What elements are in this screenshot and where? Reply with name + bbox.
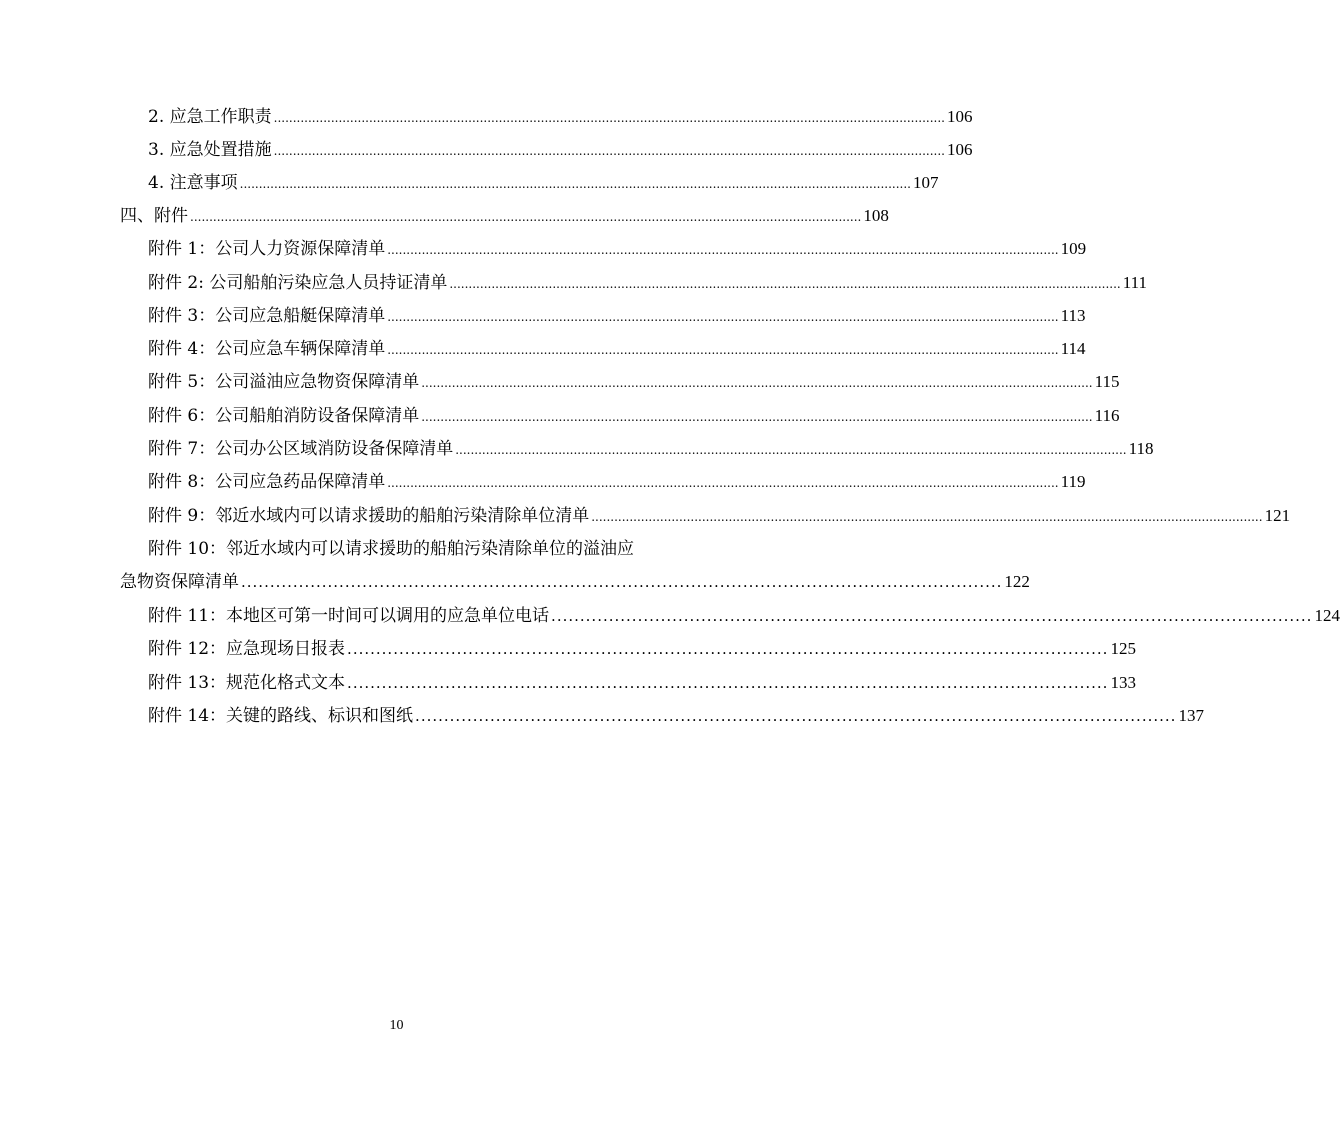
toc-leader-dots: .................................................................................................................................... xyxy=(241,573,1003,591)
toc-entry-label: 4. 注意事项 xyxy=(148,173,238,193)
toc-leader-dots: ................................................................................................................................................................................ xyxy=(421,410,1093,424)
toc-leader-dots: ................................................................................................................................................................................ xyxy=(449,277,1121,291)
toc-entry-label: 附件 6：公司船舶消防设备保障清单 xyxy=(148,406,420,426)
toc-leader-dots: .................................................................................................................................... xyxy=(415,707,1177,725)
toc-entry[interactable] xyxy=(148,367,1120,397)
toc-entry-label: 附件 13：规范化格式文本 xyxy=(148,673,346,693)
toc-entry[interactable] xyxy=(148,168,939,198)
toc-entry-page: 118 xyxy=(1128,439,1154,458)
toc-entry-label: 附件 8：公司应急药品保障清单 xyxy=(148,472,386,492)
toc-entry[interactable] xyxy=(148,268,1147,298)
toc-leader-dots: .................................................................................................................................... xyxy=(347,674,1109,692)
toc-entry[interactable] xyxy=(148,234,1087,264)
toc-leader-dots: ................................................................................................................................................................................ xyxy=(591,510,1263,524)
toc-entry-page: 122 xyxy=(1004,572,1030,591)
toc-entry-label: 附件 1：公司人力资源保障清单 xyxy=(148,239,386,259)
toc-leader-dots: ................................................................................................................................................................................ xyxy=(387,310,1059,324)
toc-entry[interactable] xyxy=(148,334,1086,364)
toc-leader-dots: ................................................................................................................................................................................ xyxy=(190,210,862,224)
toc-entry[interactable] xyxy=(148,401,1120,431)
toc-entry-page: 121 xyxy=(1264,506,1291,525)
toc-entry-label: 附件 11：本地区可第一时间可以调用的应急单位电话 xyxy=(148,606,550,626)
toc-entry-label: 附件 4：公司应急车辆保障清单 xyxy=(148,339,386,359)
toc-leader-dots: .................................................................................................................................... xyxy=(551,607,1313,625)
toc-entry-page: 107 xyxy=(912,173,939,192)
toc-entry[interactable] xyxy=(148,102,973,132)
toc-entry-label: 附件 5：公司溢油应急物资保障清单 xyxy=(148,372,420,392)
toc-leader-dots: .................................................................................................................................... xyxy=(347,640,1109,658)
toc-entry-page: 116 xyxy=(1094,406,1120,425)
toc-leader-dots: ................................................................................................................................................................................ xyxy=(387,243,1059,257)
toc-entry-label: 附件 3：公司应急船艇保障清单 xyxy=(148,306,386,326)
toc-entry[interactable] xyxy=(148,434,1154,464)
toc-leader-dots: ................................................................................................................................................................................ xyxy=(239,177,911,191)
toc-leader-dots: ................................................................................................................................................................................ xyxy=(421,376,1093,390)
toc-entry[interactable] xyxy=(148,601,1340,631)
toc-entry-label: 附件 10：邻近水域内可以请求援助的船舶污染清除单位的溢油应 xyxy=(148,539,635,559)
toc-entry-page: 109 xyxy=(1060,239,1087,258)
toc-leader-dots: ................................................................................................................................................................................ xyxy=(387,476,1059,490)
toc-entry-continuation[interactable] xyxy=(120,567,1030,597)
toc-entry-page: 108 xyxy=(863,206,889,225)
toc-entry[interactable] xyxy=(148,135,973,165)
toc-entry-label: 附件 7：公司办公区域消防设备保障清单 xyxy=(148,439,454,459)
toc-entry-page: 113 xyxy=(1060,306,1086,325)
toc-entry[interactable] xyxy=(148,501,1291,531)
toc-entry-page: 125 xyxy=(1110,639,1136,658)
toc-entry[interactable] xyxy=(148,668,1136,698)
page-number: 10 xyxy=(389,1018,404,1033)
toc-leader-dots: ................................................................................................................................................................................ xyxy=(455,443,1127,457)
toc-entry[interactable] xyxy=(148,534,674,564)
toc-leader-dots: ................................................................................................................................................................................ xyxy=(273,144,945,158)
toc-entry-label: 附件 14：关键的路线、标识和图纸 xyxy=(148,706,414,726)
toc-entry[interactable] xyxy=(148,701,1204,731)
toc-entry-page: 106 xyxy=(946,107,973,126)
toc-entry-page: 115 xyxy=(1094,372,1120,391)
toc-leader-dots: ................................................................................................................................................................................ xyxy=(387,343,1059,357)
toc-entry-page: 124 xyxy=(1314,606,1340,625)
toc-entry[interactable] xyxy=(120,201,889,231)
toc-entry-label: 3. 应急处置措施 xyxy=(148,140,272,160)
toc-entry-page: 106 xyxy=(946,140,973,159)
toc-entry-page: 119 xyxy=(1060,472,1086,491)
toc-entry-label: 2. 应急工作职责 xyxy=(148,107,272,127)
toc-entry-page: 111 xyxy=(1122,273,1147,292)
toc-entry-label: 附件 9：邻近水域内可以请求援助的船舶污染清除单位清单 xyxy=(148,506,590,526)
toc-entry-page: 114 xyxy=(1060,339,1086,358)
toc-entry-label: 四、附件 xyxy=(120,206,188,226)
toc-entry[interactable] xyxy=(148,467,1086,497)
toc-entry-label: 附件 2: 公司船舶污染应急人员持证清单 xyxy=(148,273,448,293)
toc-entry-label: 附件 12：应急现场日报表 xyxy=(148,639,346,659)
toc-entry[interactable] xyxy=(148,634,1136,664)
toc-entry-label: 急物资保障清单 xyxy=(120,572,239,592)
toc-leader-dots: ................................................................................................................................................................................ xyxy=(273,111,945,125)
toc-entry[interactable] xyxy=(148,301,1086,331)
toc-entry-page: 137 xyxy=(1178,706,1204,725)
toc-entry-page: 133 xyxy=(1110,673,1136,692)
